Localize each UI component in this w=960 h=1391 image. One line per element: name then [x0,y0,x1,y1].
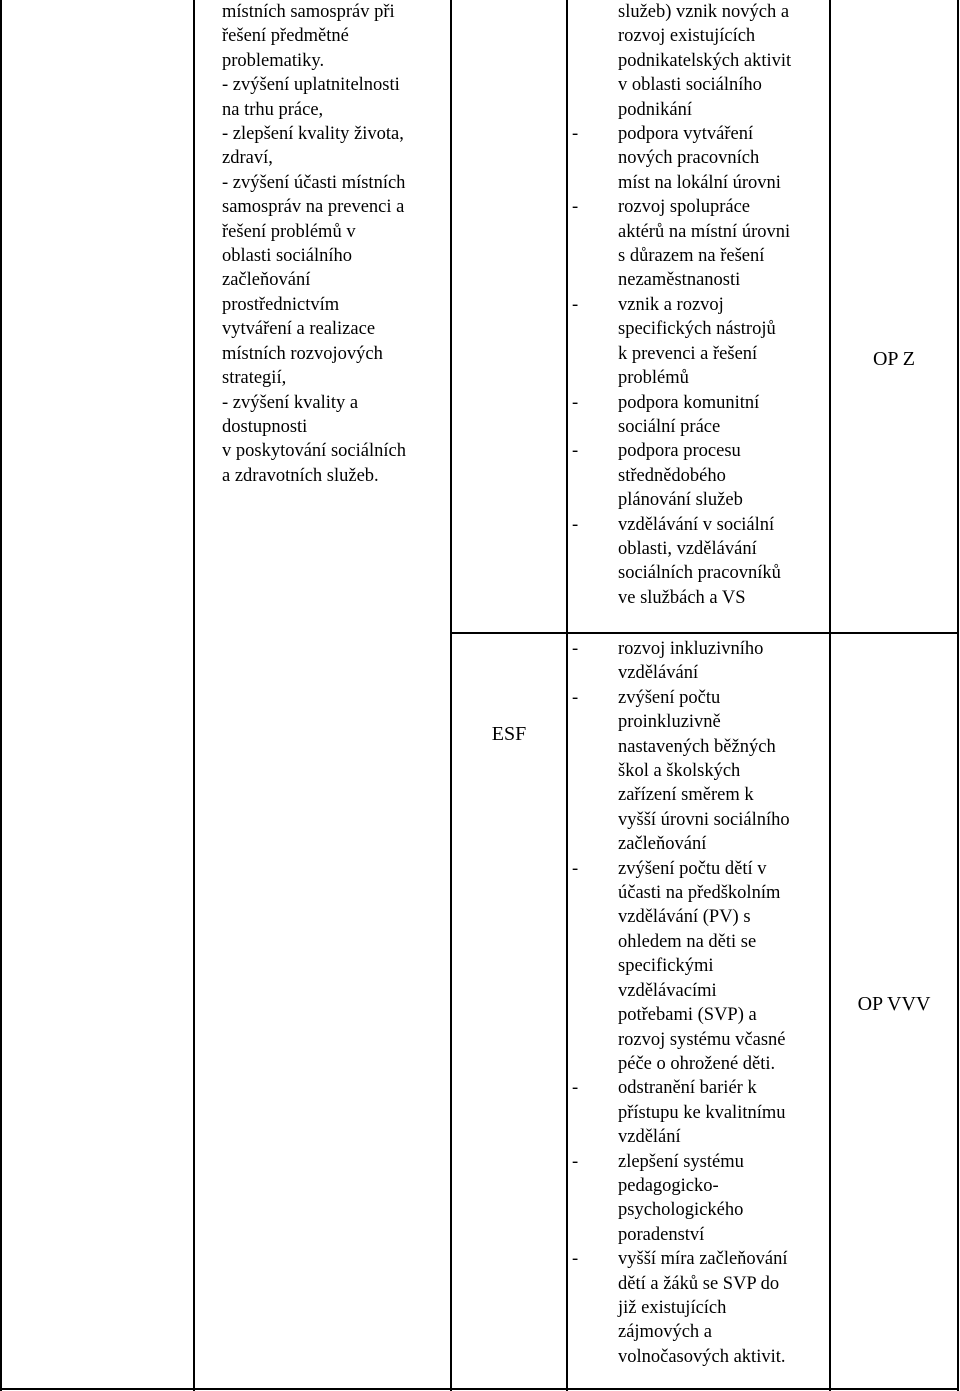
text-line: - zvýšení kvality a [222,392,359,413]
list-item [570,857,828,1077]
text-line: s důrazem na řešení [618,246,765,267]
text-line: sociálních pracovníků [618,563,781,584]
text-line: - zvýšení uplatnitelnosti [222,75,400,96]
column-divider-2 [450,0,452,1391]
column-divider-3 [566,0,568,1391]
text-line: poradenství [618,1224,705,1245]
text-line: oblasti, vzdělávání [618,538,757,559]
text-line: problematiky. [222,50,325,71]
goals-cell [222,0,447,488]
text-line: specifických nástrojů [618,319,776,340]
text-line: - zvýšení účasti místních [222,172,406,193]
row2-program-label: OP VVV [857,993,931,1015]
text-line: nových pracovních [618,148,760,169]
text-line: - rozvoj spolupráce [618,197,751,218]
text-line: volnočasových aktivit. [618,1346,786,1367]
text-line: podnikání [618,99,692,120]
text-line: péče o ohrožené děti. [618,1053,776,1074]
list-item [570,391,828,440]
text-line: proinkluzivně [618,712,721,733]
text-line: ohledem na děti se [618,931,757,952]
text-line: - zvýšení počtu [618,687,721,708]
row2-activity-list [570,637,828,1369]
text-line: řešení předmětné [222,26,349,47]
table-border-left [0,0,2,1391]
row1-activity-list [570,122,828,610]
text-line: vzdělávání [618,663,699,684]
text-line: začleňování [618,834,707,855]
row1-activities-cell [570,0,828,610]
text-line: míst na lokální úrovni [618,172,781,193]
text-line: dětí a žáků se SVP do [618,1273,780,1294]
list-item [570,513,828,611]
text-line: střednědobého [618,465,726,486]
text-line: plánování služeb [618,490,743,511]
list-item [570,686,828,857]
text-line: podnikatelských aktivit [618,50,792,71]
text-line: ve službách a VS [618,587,746,608]
text-line: vzdělání [618,1127,681,1148]
text-line: v poskytování sociálních [222,441,406,462]
text-line: - podpora komunitní [618,392,760,413]
text-line: - zvýšení počtu dětí v [618,858,767,879]
text-line: psychologického [618,1200,744,1221]
text-line: specifickými [618,956,714,977]
text-line: strategií, [222,368,287,389]
text-line: - vzdělávání v sociální [618,514,775,535]
column-divider-4 [829,0,831,1391]
list-item [570,195,828,293]
row-divider [450,632,959,634]
text-line: dostupnosti [222,416,308,437]
text-line: pedagogicko- [618,1175,719,1196]
text-line: zdraví, [222,148,273,169]
text-line: sociální práce [618,416,721,437]
row2-activities-cell [570,637,828,1369]
text-line: v oblasti sociálního [618,75,762,96]
text-line: vzdělávání (PV) s [618,907,751,928]
text-line: k prevenci a řešení [618,343,758,364]
text-line: škol a školských [618,761,741,782]
text-line: vytváření a realizace [222,319,376,340]
text-line: na trhu práce, [222,99,324,120]
text-line: - podpora vytváření [618,124,754,145]
text-line: účasti na předškolním [618,883,781,904]
text-line: řešení problémů v [222,221,356,242]
text-line: oblasti sociálního [222,246,352,267]
text-line: vzdělávacími [618,980,717,1001]
text-line: - zlepšení systému [618,1151,744,1172]
list-item [570,1150,828,1248]
text-line: - vznik a rozvoj [618,294,724,315]
list-item [570,439,828,512]
text-line: vyšší úrovni sociálního [618,809,790,830]
list-item [570,1247,828,1369]
row1-intro [570,0,828,122]
text-line: již existujících [618,1297,727,1318]
table-border-bottom [0,1388,959,1390]
text-line: rozvoj existujících [618,26,756,47]
text-line: přístupu ke kvalitnímu [618,1102,786,1123]
text-line: rozvoj systému včasné [618,1029,786,1050]
text-line: - podpora procesu [618,441,741,462]
table-border-right [957,0,959,1391]
text-line: prostřednictvím [222,294,340,315]
text-line: služeb) vznik nových a [618,2,790,22]
text-line: - rozvoj inkluzivního [618,639,764,659]
text-line: místních samospráv při [222,2,395,22]
text-line: potřebami (SVP) a [618,1005,757,1026]
list-item [570,122,828,195]
text-line: zařízení směrem k [618,785,754,806]
row1-program-label: OP Z [872,348,916,370]
text-line: - zlepšení kvality života, [222,124,404,145]
row2-fund-label: ESF [491,723,527,745]
text-line: místních rozvojových [222,343,383,364]
text-line: nezaměstnanosti [618,270,741,291]
text-line: začleňování [222,270,311,291]
text-line: samospráv na prevenci a [222,197,405,218]
text-line: nastavených běžných [618,736,776,757]
list-item [570,1076,828,1149]
text-line: aktérů na místní úrovni [618,221,791,242]
text-line: - vyšší míra začleňování [618,1249,788,1270]
column-divider-1 [193,0,195,1391]
text-line: - odstranění bariér k [618,1078,757,1099]
text-line: zájmových a [618,1322,712,1343]
text-line: problémů [618,368,689,389]
text-line: a zdravotních služeb. [222,465,379,486]
list-item [570,637,828,686]
list-item [570,293,828,391]
